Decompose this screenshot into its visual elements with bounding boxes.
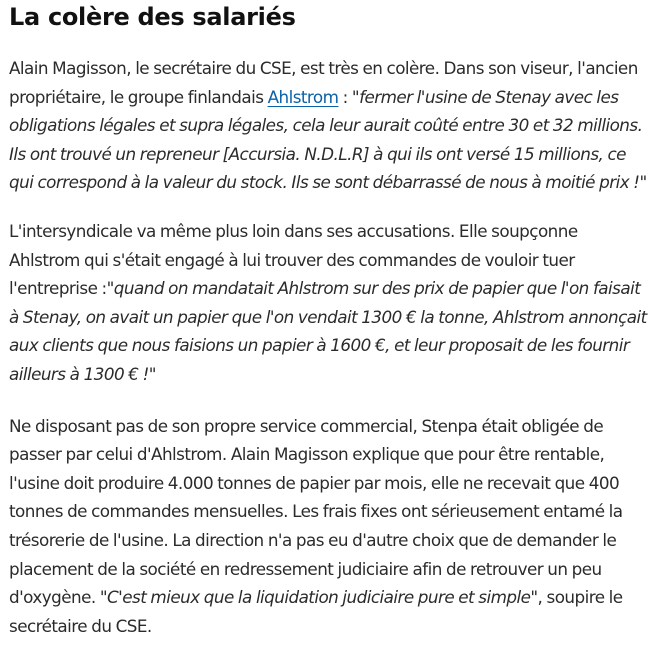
paragraph-1-quote: "fermer l'usine de Stenay avec les obligations légales et supra légales, cela leur aurait coûté entre 30 et 32 millions. Ils ont trouvé un repreneur [Accursia. N.D.L.R] à qui ils ont versé 15 millions, ce qui correspond à la valeur du stock. Ils se sont débarrassé de nous à moitié prix !": [9, 86, 647, 193]
paragraph-2-quote: "quand on mandatait Ahlstrom sur des prix de papier que l'on faisait à Stenay, on avait un papier que l'on vendait 1300 € la tonne, Ahlstrom annonçait aux clients que nous faisions un papier à 1600 €, et leur proposait de les fournir ailleurs à 1300 € !": [9, 278, 647, 384]
paragraph-1-text: Alain Magisson, le secrétaire du CSE, est très en colère. Dans son viseur, l'ancien propriétaire, le groupe finlandais: [9, 58, 638, 107]
paragraph-3-quote-close: ": [530, 587, 538, 608]
paragraph-2: [9, 217, 649, 389]
paragraph-3-text: Ne disposant pas de son propre service commercial, Stenpa était obligée de passer par celui d'Ahlstrom. Alain Magisson explique que pour être rentable, l'usine doit produire 4.000 tonnes de papier par mois, elle ne recevait que 400 tonnes de commandes mensuelles. Les frais fixes ont sérieusement entamé la trésorerie de l'usine. La direction n'a pas eu d'autre choix que de demander le placement de la société en redressement judiciaire afin de retrouver un peu d'oxygène.: [9, 415, 623, 608]
paragraph-2-text: L'intersyndicale va même plus loin dans ses accusations. Elle soupçonne Ahlstrom qui s'était engagé à lui trouver des commandes de vouloir tuer l'entreprise :: [9, 220, 578, 299]
paragraph-1-separator: :: [338, 86, 352, 107]
article-section: [9, 0, 649, 640]
section-heading: La colère des salariés: [9, 3, 296, 31]
ahlstrom-link[interactable]: Ahlstrom: [267, 86, 339, 107]
paragraph-3: [9, 412, 649, 641]
paragraph-1: [9, 54, 649, 197]
paragraph-3-quote: C'est mieux que la liquidation judiciaire pure et simple: [107, 587, 531, 608]
paragraph-3-ending: , soupire le secrétaire du CSE.: [9, 587, 623, 636]
paragraph-3-quote-open: ": [99, 587, 108, 608]
